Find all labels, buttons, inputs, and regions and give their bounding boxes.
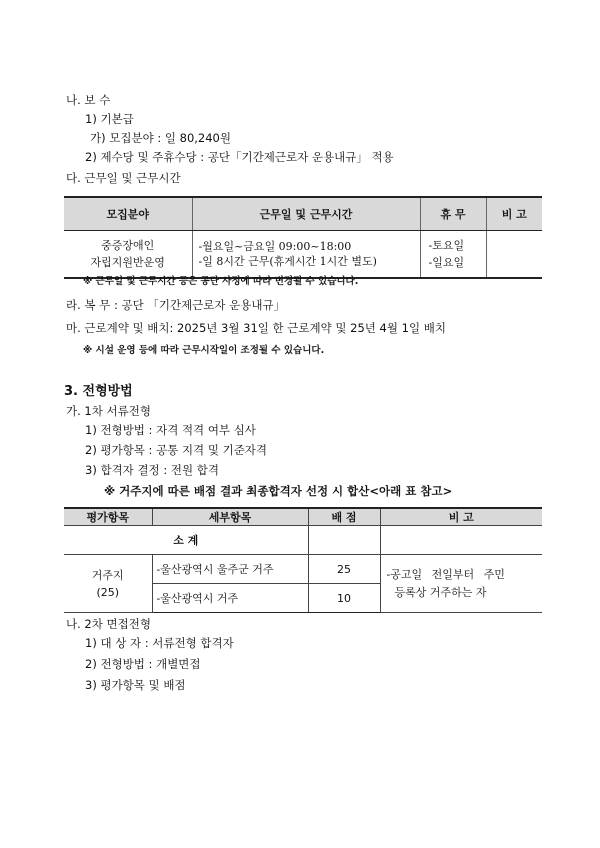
category-label: 거주지	[91, 568, 124, 582]
work-hours-table	[64, 196, 542, 279]
remark-residence	[380, 555, 542, 613]
category-max-score: (25)	[96, 585, 120, 599]
work-hours-heading: 다. 근무일 및 근무시간	[66, 171, 181, 185]
subtotal-label: 소 계	[64, 526, 308, 555]
off-line2: -일요일	[428, 256, 465, 269]
table-row	[64, 555, 542, 584]
header-field: 모집분야	[64, 197, 192, 231]
doc-screening-note: ※ 거주지에 따른 배점 결과 최종합격자 선정 시 합산<아래 표 참고>	[104, 484, 453, 498]
header-note: 비 고	[486, 197, 542, 231]
table-row	[64, 526, 542, 555]
cell-off	[420, 231, 486, 279]
header-eval-item: 평가항목	[64, 508, 152, 526]
pay-heading: 나. 보 수	[66, 93, 111, 107]
contract-text: 마. 근로계약 및 배치: 2025년 3월 31일 한 근로계약 및 25년 4월 1일 배치	[66, 321, 446, 335]
cell-hours	[192, 231, 420, 279]
selection-title: 3. 전형방법	[64, 384, 133, 399]
pay-base-salary: 1) 기본급	[85, 112, 134, 126]
remark-line1: -공고일 전일부터 주민	[386, 567, 505, 581]
detail-ulju: -울산광역시 울주군 거주	[152, 555, 308, 584]
interview-heading: 나. 2차 면접전형	[66, 617, 151, 631]
header-detail: 세부항목	[152, 508, 308, 526]
doc-screening-heading: 가. 1차 서류전형	[66, 404, 151, 418]
pay-allowances: 2) 제수당 및 주휴수당 : 공단「기간제근로자 운용내규」 적용	[85, 150, 394, 164]
residence-score-table	[64, 507, 542, 613]
field-line2: 자립지원반운영	[90, 256, 165, 269]
score-ulju: 25	[308, 555, 380, 584]
cell-note	[486, 231, 542, 279]
doc-screening-decision: 3) 합격자 결정 : 전원 합격	[85, 463, 219, 477]
pay-recruit-field-wage: 가) 모집분야 : 일 80,240원	[90, 131, 231, 145]
header-remark: 비 고	[380, 508, 542, 526]
cell-field	[64, 231, 192, 279]
contract-note: ※ 시설 운영 등에 따라 근무시작일이 조정될 수 있습니다.	[83, 345, 325, 356]
remark-line2: 등록상 거주하는 자	[394, 585, 487, 599]
doc-screening-criteria: 2) 평가항목 : 공통 지격 및 기준자격	[85, 443, 268, 457]
work-hours-table-header	[64, 197, 542, 231]
hours-line1: -월요일~금요일 09:00~18:00	[198, 240, 352, 253]
header-hours: 근무일 및 근무시간	[192, 197, 420, 231]
off-line1: -토요일	[428, 239, 465, 252]
category-residence	[64, 555, 152, 613]
score-ulsan: 10	[308, 584, 380, 613]
subtotal-score	[308, 526, 380, 555]
hours-line2: -일 8시간 근무(휴게시간 1시간 별도)	[198, 255, 377, 268]
interview-criteria: 3) 평가항목 및 배점	[85, 678, 186, 692]
header-score: 배 점	[308, 508, 380, 526]
table-row	[64, 231, 542, 279]
subtotal-remark	[380, 526, 542, 555]
work-hours-note: ※ 근무일 및 근무시간 등은 공단 사정에 따라 변경될 수 있습니다.	[83, 276, 359, 287]
welfare-text: 라. 복 무 : 공단 「기간제근로자 운용내규」	[66, 298, 286, 312]
interview-method: 2) 전형방법 : 개별면접	[85, 657, 201, 671]
field-line1: 중증장애인	[101, 239, 155, 252]
score-table-header	[64, 508, 542, 526]
detail-ulsan: -울산광역시 거주	[152, 584, 308, 613]
doc-screening-method: 1) 전형방법 : 자격 적격 여부 심사	[85, 423, 256, 437]
interview-target: 1) 대 상 자 : 서류전형 합격자	[85, 636, 234, 650]
header-off: 휴 무	[420, 197, 486, 231]
